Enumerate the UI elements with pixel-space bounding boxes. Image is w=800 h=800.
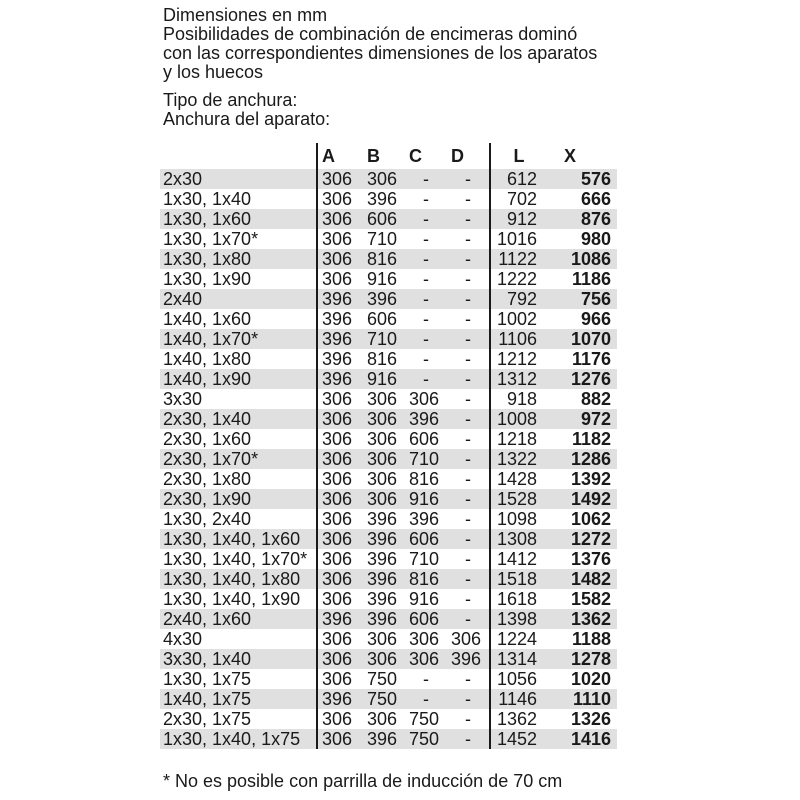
cell-l: 1222 — [490, 269, 547, 289]
cell-d: - — [465, 189, 471, 209]
cell-a: 306 — [317, 389, 363, 409]
table-row — [160, 729, 617, 749]
cell-x: 756 — [580, 289, 611, 309]
cell-b: 750 — [367, 669, 398, 689]
table-row — [160, 489, 617, 509]
cell-c: - — [423, 329, 429, 349]
cell-a: 306 — [317, 229, 363, 249]
cell-l: 1218 — [490, 429, 547, 449]
row-label: 1x30, 1x40, 1x60 — [163, 529, 301, 549]
cell-l: 1412 — [490, 549, 547, 569]
cell-l: 1056 — [490, 669, 547, 689]
cell-a: 306 — [317, 469, 363, 489]
cell-x: 1020 — [570, 669, 611, 689]
cell-x: 1492 — [570, 489, 611, 509]
cell-a: 306 — [317, 409, 363, 429]
cell-l: 1146 — [490, 689, 547, 709]
cell-x: 1326 — [570, 709, 611, 729]
cell-b: 306 — [367, 169, 398, 189]
cell-b: 816 — [367, 249, 398, 269]
cell-c: - — [423, 369, 429, 389]
cell-d: - — [465, 509, 471, 529]
cell-b: 396 — [367, 189, 398, 209]
cell-d: - — [465, 309, 471, 329]
cell-l: 1098 — [490, 509, 547, 529]
cell-x: 1376 — [570, 549, 611, 569]
width-labels — [163, 91, 330, 129]
row-label: 2x40 — [163, 289, 203, 309]
table-row — [160, 509, 617, 529]
cell-d: - — [465, 349, 471, 369]
cell-c: 306 — [409, 389, 440, 409]
cell-b: 916 — [367, 369, 398, 389]
table-header-row — [160, 143, 617, 169]
cell-c: - — [423, 209, 429, 229]
cell-l: 1002 — [490, 309, 547, 329]
cell-c: 916 — [409, 489, 440, 509]
cell-l: 1398 — [490, 609, 547, 629]
cell-x: 876 — [580, 209, 611, 229]
cell-x: 1188 — [571, 629, 611, 649]
cell-d: - — [465, 169, 471, 189]
column-header-x: X — [563, 146, 576, 166]
cell-c: 306 — [409, 649, 440, 669]
cell-l: 1212 — [490, 349, 547, 369]
cell-d: - — [465, 489, 471, 509]
cell-b: 306 — [367, 449, 398, 469]
cell-d: - — [465, 269, 471, 289]
cell-x: 972 — [580, 409, 611, 429]
row-label: 3x30 — [163, 389, 203, 409]
cell-a: 306 — [317, 589, 363, 609]
row-label: 3x30, 1x40 — [163, 649, 252, 669]
cell-b: 606 — [367, 309, 398, 329]
combination-table — [160, 143, 617, 749]
cell-c: 916 — [409, 589, 440, 609]
row-label: 1x30, 1x70* — [163, 229, 259, 249]
cell-x: 1086 — [570, 249, 611, 269]
cell-d: 396 — [451, 649, 482, 669]
row-label: 1x40, 1x70* — [163, 329, 259, 349]
table-row — [160, 369, 617, 389]
cell-l: 1312 — [490, 369, 547, 389]
cell-d: - — [465, 609, 471, 629]
cell-c: - — [423, 169, 429, 189]
cell-l: 1008 — [490, 409, 547, 429]
row-label: 2x40, 1x60 — [163, 609, 252, 629]
cell-c: 606 — [409, 609, 440, 629]
cell-c: - — [423, 189, 429, 209]
cell-d: - — [465, 429, 471, 449]
cell-c: - — [423, 229, 429, 249]
table-row — [160, 469, 617, 489]
cell-l: 612 — [490, 169, 547, 189]
cell-d: - — [465, 689, 471, 709]
column-header-b: B — [367, 146, 380, 166]
cell-x: 882 — [580, 389, 611, 409]
table-row — [160, 429, 617, 449]
table-row — [160, 669, 617, 689]
cell-x: 1276 — [570, 369, 611, 389]
cell-b: 306 — [367, 629, 398, 649]
cell-x: 1392 — [570, 469, 611, 489]
row-label: 1x30, 1x40, 1x80 — [163, 569, 301, 589]
cell-a: 306 — [317, 449, 363, 469]
cell-l: 1452 — [490, 729, 547, 749]
cell-l: 1308 — [490, 529, 547, 549]
cell-b: 396 — [367, 289, 398, 309]
cell-x: 1362 — [570, 609, 611, 629]
cell-c: 710 — [409, 549, 440, 569]
cell-c: 396 — [409, 509, 440, 529]
table-row — [160, 389, 617, 409]
cell-x: 576 — [580, 169, 611, 189]
page-intro — [163, 6, 597, 82]
cell-a: 306 — [317, 189, 363, 209]
cell-a: 306 — [317, 649, 363, 669]
cell-x: 1062 — [570, 509, 611, 529]
cell-l: 912 — [490, 209, 547, 229]
table-row — [160, 309, 617, 329]
cell-l: 792 — [490, 289, 547, 309]
cell-l: 918 — [490, 389, 547, 409]
column-header-c: C — [409, 146, 422, 166]
intro-line-gaps: y los huecos — [163, 62, 264, 82]
column-header-d: D — [451, 146, 464, 166]
row-label: 1x30, 2x40 — [163, 509, 252, 529]
cell-d: - — [465, 549, 471, 569]
cell-c: 750 — [409, 729, 440, 749]
cell-x: 1482 — [570, 569, 611, 589]
cell-c: 710 — [409, 449, 440, 469]
cell-d: - — [465, 669, 471, 689]
row-label: 1x30, 1x75 — [163, 669, 252, 689]
cell-l: 1428 — [490, 469, 547, 489]
cell-a: 306 — [317, 529, 363, 549]
row-label: 2x30, 1x70* — [163, 449, 259, 469]
cell-b: 606 — [367, 209, 398, 229]
table-row — [160, 289, 617, 309]
cell-d: - — [465, 529, 471, 549]
intro-line-corresponding: con las correspondientes dimensiones de los aparatos — [163, 43, 598, 63]
cell-l: 1362 — [490, 709, 547, 729]
cell-d: - — [465, 729, 471, 749]
cell-x: 1186 — [571, 269, 611, 289]
cell-d: - — [465, 209, 471, 229]
cell-b: 306 — [367, 469, 398, 489]
cell-a: 306 — [317, 249, 363, 269]
cell-a: 306 — [317, 429, 363, 449]
cell-b: 396 — [367, 569, 398, 589]
table-row — [160, 649, 617, 669]
row-label: 1x30, 1x80 — [163, 249, 252, 269]
table-row — [160, 589, 617, 609]
table-row — [160, 609, 617, 629]
cell-x: 980 — [580, 229, 611, 249]
cell-a: 396 — [317, 609, 363, 629]
cell-b: 710 — [367, 229, 398, 249]
cell-c: - — [423, 669, 429, 689]
row-label: 1x40, 1x60 — [163, 309, 252, 329]
cell-c: - — [423, 269, 429, 289]
cell-l: 1106 — [490, 329, 547, 349]
table-row — [160, 189, 617, 209]
cell-c: - — [423, 309, 429, 329]
induction-footnote: * No es posible con parrilla de inducción de 70 cm — [163, 771, 563, 791]
row-label: 1x30, 1x60 — [163, 209, 252, 229]
row-label: 1x40, 1x90 — [163, 369, 252, 389]
column-header-l: L — [490, 143, 547, 169]
device-width-label: Anchura del aparato: — [163, 109, 331, 129]
cell-b: 396 — [367, 609, 398, 629]
cell-c: 606 — [409, 429, 440, 449]
row-label: 2x30, 1x60 — [163, 429, 252, 449]
cell-b: 396 — [367, 549, 398, 569]
cell-x: 1176 — [571, 349, 611, 369]
cell-d: - — [465, 289, 471, 309]
cell-b: 396 — [367, 529, 398, 549]
width-type-label: Tipo de anchura: — [163, 90, 298, 110]
cell-l: 1016 — [490, 229, 547, 249]
cell-d: - — [465, 469, 471, 489]
cell-a: 306 — [317, 709, 363, 729]
row-label: 2x30, 1x80 — [163, 469, 252, 489]
cell-b: 306 — [367, 649, 398, 669]
cell-c: 816 — [409, 569, 440, 589]
cell-x: 1286 — [570, 449, 611, 469]
table-row — [160, 329, 617, 349]
cell-d: - — [465, 229, 471, 249]
table-row — [160, 349, 617, 369]
cell-x: 1272 — [570, 529, 611, 549]
cell-a: 306 — [317, 269, 363, 289]
cell-d: - — [465, 409, 471, 429]
cell-x: 1582 — [570, 589, 611, 609]
table-row — [160, 209, 617, 229]
cell-x: 1182 — [571, 429, 611, 449]
table-row — [160, 169, 617, 189]
cell-l: 1122 — [490, 249, 547, 269]
cell-a: 306 — [317, 729, 363, 749]
cell-c: - — [423, 249, 429, 269]
cell-b: 396 — [367, 729, 398, 749]
intro-line-possibilities: Posibilidades de combinación de encimeras dominó — [163, 24, 578, 44]
cell-b: 306 — [367, 429, 398, 449]
cell-l: 1322 — [490, 449, 547, 469]
cell-d: - — [465, 709, 471, 729]
row-label: 4x30 — [163, 629, 203, 649]
row-label: 1x30, 1x40, 1x75 — [163, 729, 301, 749]
row-label: 2x30 — [163, 169, 203, 189]
cell-d: - — [465, 589, 471, 609]
cell-d: - — [465, 369, 471, 389]
row-label: 2x30, 1x75 — [163, 709, 252, 729]
row-label: 2x30, 1x90 — [163, 489, 252, 509]
table-row — [160, 249, 617, 269]
cell-c: 816 — [409, 469, 440, 489]
cell-x: 1278 — [570, 649, 611, 669]
row-label: 1x30, 1x40, 1x70* — [163, 549, 308, 569]
cell-x: 1110 — [572, 689, 611, 709]
cell-a: 306 — [317, 209, 363, 229]
table-row — [160, 449, 617, 469]
row-label: 1x30, 1x90 — [163, 269, 252, 289]
cell-b: 750 — [367, 689, 398, 709]
cell-a: 396 — [317, 349, 363, 369]
cell-c: 606 — [409, 529, 440, 549]
cell-a: 306 — [317, 489, 363, 509]
cell-c: 750 — [409, 709, 440, 729]
cell-b: 306 — [367, 489, 398, 509]
cell-x: 966 — [580, 309, 611, 329]
cell-a: 396 — [317, 329, 363, 349]
table-row — [160, 409, 617, 429]
cell-c: - — [423, 349, 429, 369]
cell-c: - — [423, 689, 429, 709]
column-header-blank — [160, 143, 317, 169]
cell-b: 306 — [367, 389, 398, 409]
table-row — [160, 529, 617, 549]
cell-a: 306 — [317, 169, 363, 189]
cell-x: 666 — [580, 189, 611, 209]
cell-l: 1518 — [490, 569, 547, 589]
table-row — [160, 269, 617, 289]
cell-a: 306 — [317, 569, 363, 589]
cell-b: 306 — [367, 709, 398, 729]
cell-a: 396 — [317, 289, 363, 309]
cell-a: 396 — [317, 309, 363, 329]
cell-x: 1070 — [570, 329, 611, 349]
cell-d: - — [465, 249, 471, 269]
row-label: 1x40, 1x75 — [163, 689, 252, 709]
cell-a: 396 — [317, 369, 363, 389]
cell-c: 306 — [409, 629, 440, 649]
row-label: 1x30, 1x40, 1x90 — [163, 589, 301, 609]
table-row — [160, 629, 617, 649]
row-label: 2x30, 1x40 — [163, 409, 252, 429]
table-row — [160, 229, 617, 249]
cell-a: 396 — [317, 689, 363, 709]
table-row — [160, 689, 617, 709]
cell-a: 306 — [317, 629, 363, 649]
cell-b: 710 — [367, 329, 398, 349]
cell-c: - — [423, 289, 429, 309]
cell-l: 1314 — [490, 649, 547, 669]
cell-l: 702 — [490, 189, 547, 209]
cell-d: - — [465, 449, 471, 469]
cell-a: 306 — [317, 509, 363, 529]
intro-line-dimensions: Dimensiones en mm — [163, 5, 328, 25]
cell-l: 1528 — [490, 489, 547, 509]
cell-c: 396 — [409, 409, 440, 429]
cell-d: - — [465, 329, 471, 349]
table-row — [160, 709, 617, 729]
cell-d: 306 — [451, 629, 482, 649]
row-label: 1x40, 1x80 — [163, 349, 252, 369]
cell-b: 916 — [367, 269, 398, 289]
cell-b: 306 — [367, 409, 398, 429]
table-row — [160, 549, 617, 569]
row-label: 1x30, 1x40 — [163, 189, 252, 209]
cell-x: 1416 — [570, 729, 611, 749]
cell-b: 396 — [367, 509, 398, 529]
cell-d: - — [465, 569, 471, 589]
cell-a: 306 — [317, 549, 363, 569]
cell-l: 1618 — [490, 589, 547, 609]
cell-d: - — [465, 389, 471, 409]
cell-a: 306 — [317, 669, 363, 689]
cell-b: 396 — [367, 589, 398, 609]
cell-l: 1224 — [490, 629, 547, 649]
cell-b: 816 — [367, 349, 398, 369]
table-row — [160, 569, 617, 589]
column-header-a: A — [317, 143, 363, 169]
